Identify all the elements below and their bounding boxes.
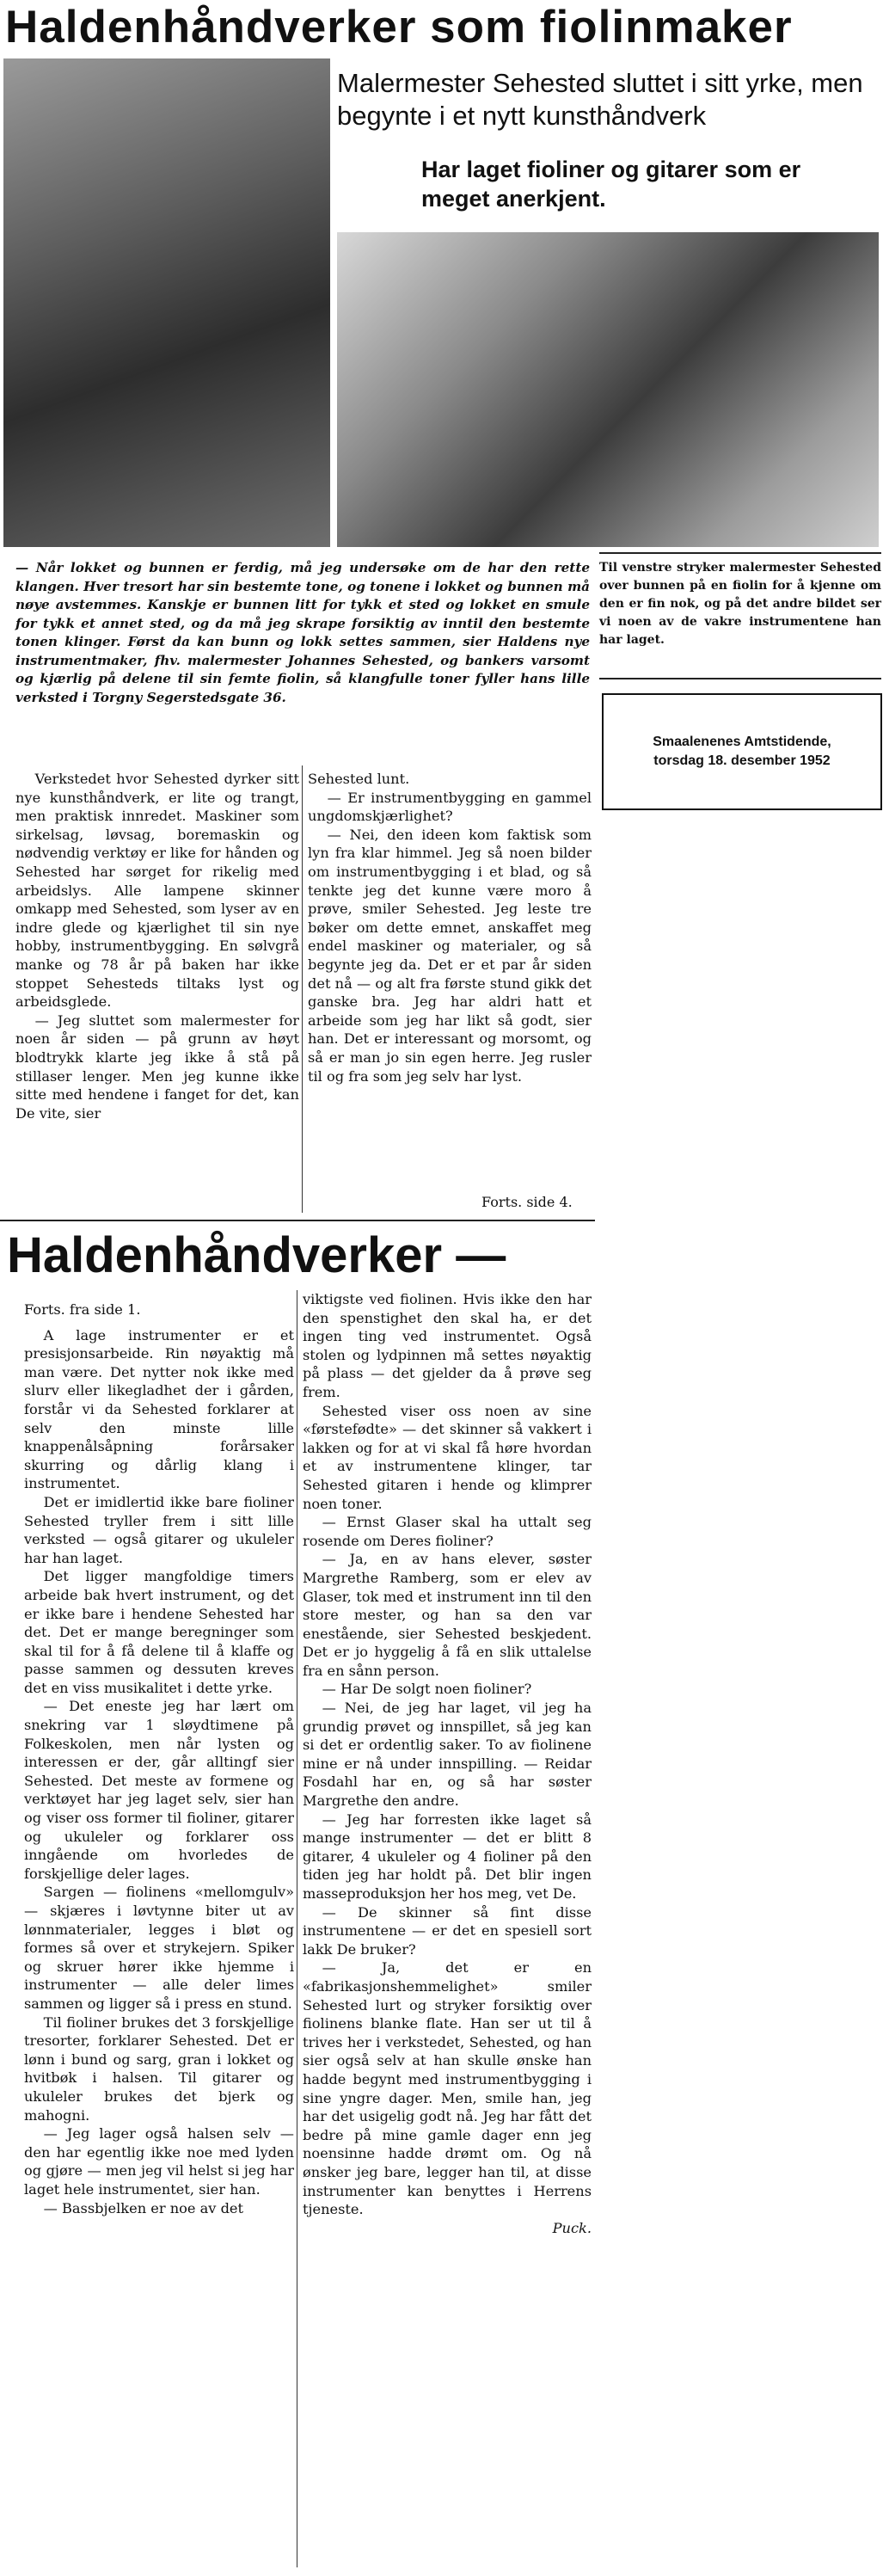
paragraph: Det er imidlertid ikke bare fioliner Sehested tryller frem i sitt lille verksted — også gitarer og ukuleler har han laget. [24, 1493, 294, 1566]
article-column-2 [308, 770, 592, 1085]
paragraph: Til fioliner brukes det 3 forskjellige tresorter, forklarer Sehested. Det er lønn i bund og sarg, gran i lokket og hvitbøk i halsen. Til gitarer og ukuleler brukes det bjerk og mahogni. [24, 2013, 294, 2124]
paragraph: A lage instrumenter er et presisjonsarbeide. Rin nøyaktig må man være. Det nytter nok ikke med slurv eller likegladhet der i gården, forstår vi da Sehested forklarer at selv den minste lille knappenålsåpning forårsaker skurring og dårlig klang i instrumentet. [24, 1326, 294, 1492]
paragraph: — Det eneste jeg har lært om snekring var 1 sløydtimene på Folkeskolen, men når lysten og interessen er der, går alltingf sier Sehested. Det meste av formene og verktøyet har jeg laget selv, sier han og viser oss former til fioliner, gitarer og ukuleler og forklarer oss inngående om hvorledes de forskjellige deler lages. [24, 1698, 294, 1882]
paragraph: — Bassbjelken er noe av det [43, 2199, 244, 2216]
paragraph: Sehested lunt. [308, 771, 410, 787]
source-line-1: Smaalenenes Amtstidende, [653, 735, 831, 749]
headline: Haldenhåndverker som fiolinmaker [5, 2, 793, 52]
paragraph: Sehested viser oss noen av sine «førstefødte» — det skinner så vakkert i lakken og for at vi skal få høre hvordan et av instrumentene klinger, tar Sehested gitaren i hende og klimprer noen toner. [303, 1402, 592, 1512]
paragraph: — Ja, en av hans elever, søster Margrethe Ramberg, som er elev av Glaser, tok med et instrument inn til den store mester, og han sa den var enestående, sier Sehested beskjedent. Det er jo hyggelig å få en slik uttalelse fra en sånn person. [303, 1551, 592, 1679]
section-divider [0, 1220, 595, 1221]
paragraph: Det ligger mangfoldige timers arbeide bak hvert instrument, og det er ikke bare i hendene Sehested har det. Det er mange beregninger som skal til for å få delene til å klaffe og passe sammen og dessuten kreves det en viss musikalitet i dette yrke. [24, 1568, 294, 1696]
side-caption: Til venstre stryker malermester Sehested over bunnen på en fiolin for å kjenne om den er fin nok, og på det andre bildet ser vi noen av de vakre instrumentene han har laget. [599, 561, 881, 647]
photo-caption: — Når lokket og bunnen er ferdig, må jeg undersøke om de har den rette klangen. Hver tresort har sin bestemte tone, og tonene i lokket og bunnen må nøye avstemmes. Kanskje er bunnen litt for tykk et sted og lokket en smule for tykk et annet sted, og da må jeg skrape forsiktig av inntil den bestemte tonen klinger. Først da kan bunn og lokk settes sammen, sier Haldens nye instrumentmaker, fhv. malermester Johannes Sehested, og bankers varsomt og kjærlig på delene til sin femte fiolin, så klangfulle toner fyller hans lille verksted i Torgny Segerstedsgate 36. [15, 560, 590, 705]
paragraph: — Jeg sluttet som malermester for noen år siden — på grunn av høyt blodtrykk klarte jeg ikke å stå på stillaser lenger. Men jeg kunne ikke sitte med hendene i fanget for det, kan De vite, sier [15, 1011, 299, 1122]
paragraph: Verkstedet hvor Sehested dyrker sitt nye kunsthåndverk, er lite og trangt, men praktisk innredet. Maskiner som sirkelsag, løvsag, boremaskin og nødvendig verktøy er like for hånden og Sehested har sørget for rikelig med arbeidslys. Alle lampene skinner omkapp med Sehested, som lyser av en indre glede og kjærlighet til sin nye hobby, instrumentbygging. En sølvgrå manke og 78 år på baken har ikke stoppet Sehesteds tiltaks lyst og arbeidsglede. [15, 771, 299, 1011]
subheadline-bold: Har laget fioliner og gitarer som er meget anerkjent. [421, 157, 801, 212]
paragraph: — Jeg har forresten ikke laget så mange instrumenter — det er blitt 8 gitarer, 4 ukuleler og 4 fioliner på den tiden jeg har holdt på. Det blir ingen masseproduksjon her hos meg, vet De. [303, 1811, 592, 1902]
source-box [602, 693, 882, 810]
article-column-3 [24, 1300, 294, 2217]
paragraph: — Ernst Glaser skal ha uttalt seg rosende om Deres fioliner? [303, 1514, 592, 1549]
paragraph: — Ja, det er en «fabrikasjonshemmelighet» smiler Sehested lurt og stryker forsiktig over fiolinens blanke flate. Han ser ut til å trives her i verkstedet, Sehested, og han sier også selv at han skulle ønske han hadde begynt med instrumentbygging i sine yngre dager. Men, smile han, jeg har det usigelig godt nå. Jeg har fått det bedre på mine gamle dager enn jeg noensinne hadde drømt om. Og nå ønsker jeg bare, legger han til, at disse instrumenter kan benyttes i Herrens tjeneste. [303, 1959, 592, 2218]
paragraph: — Er instrumentbygging en gammel ungdomskjærlighet? [308, 789, 592, 825]
paragraph: viktigste ved fiolinen. Hvis ikke den har den spenstighet den skal ha, er det ingen ting ved instrumentet. Også stolen og lydpinnen må settes nøyaktig på plass — det gjelder da å prøve seg frem. [303, 1291, 592, 1400]
divider [599, 678, 881, 679]
subheadline: Malermester Sehested sluttet i sitt yrke, men begynte i et nytt kunsthåndverk [337, 68, 863, 131]
column-divider [302, 765, 303, 1213]
paragraph: Sargen — fiolinens «mellomgulv» — skjæres i løvtynne biter ut av lønnmaterialer, legges i bløt og formes så over et strykejern. Spiker og skruer hører ikke hjemme i instrumenter — alle deler limes sammen og ligger så i press en stund. [24, 1884, 294, 2012]
paragraph: — De skinner så fint disse instrumentene — er det en spesiell sort lakk De bruker? [303, 1903, 592, 1958]
signature: Puck. [552, 2219, 592, 2236]
paragraph: — Har De solgt noen fioliner? [322, 1681, 532, 1698]
paragraph: — Nei, de jeg har laget, vil jeg ha grundig prøvet og innspillet, så jeg kan si det er ordentlig saker. To av fiolinene mine er nå under innspilling. — Reidar Fosdahl har en, og så har søster Margrethe den andre. [303, 1700, 592, 1810]
article-column-4 [303, 1290, 592, 2237]
paragraph: — Jeg lager også halsen selv — den har egentlig ikke noe med lyden og gjøre — men jeg vil helst si jeg har laget hele instrumentet, sier han. [24, 2125, 294, 2198]
article-column-1 [15, 770, 299, 1122]
source-line-2: torsdag 18. desember 1952 [653, 753, 831, 768]
paragraph: — Nei, den ideen kom faktisk som lyn fra klar himmel. Jeg så noen bilder om instrumentbygging i et blad, og så tenkte jeg det kunne være moro å prøve, smiler Sehested. Jeg leste tre bøker om dette emnet, anskaffet meg endel maskiner og materialer, og så begynte jeg da. Det er et par år siden det nå — og alt fra første stund gikk det ganske bra. Jeg har aldri hatt et arbeide som jeg har likt så godt, sier han. Det er interessant og morsomt, og så er man jo sin egen herre. Jeg rusler til og fra som jeg selv har lyst. [308, 826, 592, 1085]
continuation-headline: Haldenhåndverker — [7, 1227, 506, 1283]
photo-instruments [337, 232, 879, 547]
continued-note: Forts. side 4. [481, 1194, 573, 1210]
divider [599, 552, 881, 554]
photo-violin-maker [3, 58, 330, 547]
continued-from-note: Forts. fra side 1. [24, 1301, 141, 1318]
